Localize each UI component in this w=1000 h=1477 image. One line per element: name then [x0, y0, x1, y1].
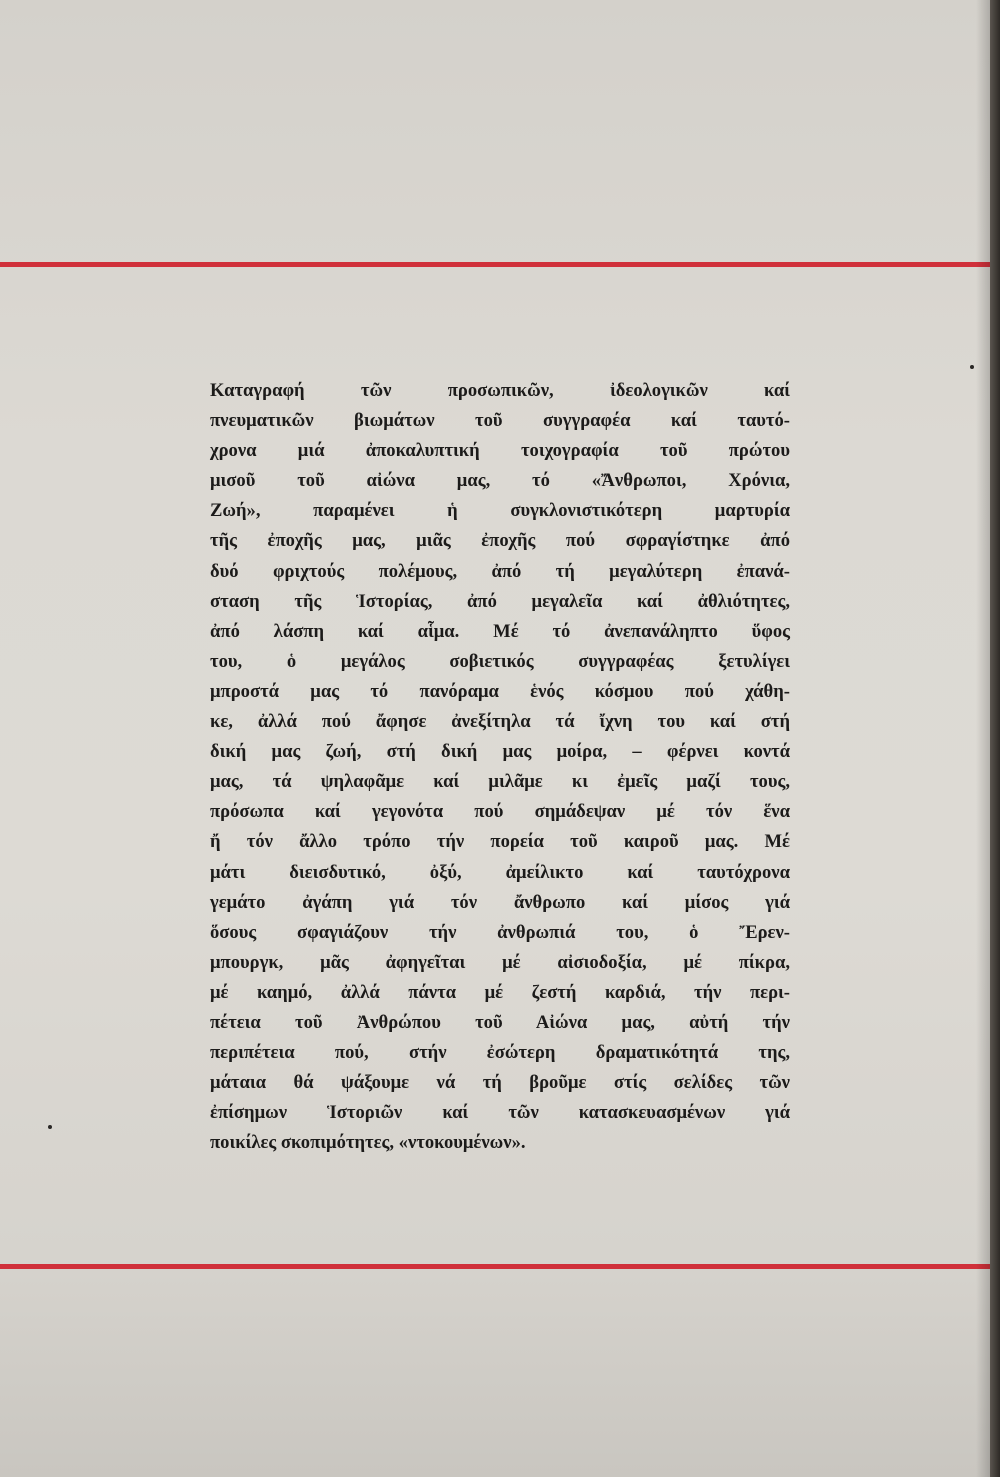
blurb-line: ἤ τόν ἄλλο τρόπο τήν πορεία τοῦ καιροῦ μας. Μέ — [210, 831, 790, 853]
cover-edge-shadow — [990, 0, 1000, 1477]
blurb-line: μπουργκ, μᾶς ἀφηγεῖται μέ αἰσιοδοξία, μέ πίκρα, — [210, 951, 790, 973]
blurb-line: του, ὁ μεγάλος σοβιετικός συγγραφέας ξετυλίγει — [210, 650, 790, 672]
blurb-line: μάταια θά ψάξουμε νά τή βροῦμε στίς σελίδες τῶν — [210, 1072, 790, 1094]
bottom-red-rule — [0, 1264, 990, 1269]
blurb-line: δική μας ζωή, στή δική μας μοίρα, – φέρνει κοντά — [210, 741, 790, 763]
paper-speck — [48, 1125, 52, 1129]
blurb-line: γεμάτο ἀγάπη γιά τόν ἄνθρωπο καί μίσος γιά — [210, 891, 790, 913]
blurb-line: ὅσους σφαγιάζουν τήν ἀνθρωπιά του, ὁ Ἔρεν- — [210, 921, 790, 943]
blurb-line: ποικίλες σκοπιμότητες, «ντοκουμένων». — [210, 1132, 526, 1154]
blurb-line: μπροστά μας τό πανόραμα ἑνός κόσμου πού χάθη- — [210, 680, 790, 702]
blurb-line: Ζωή», παραμένει ἡ συγκλονιστικότερη μαρτυρία — [210, 500, 790, 522]
blurb-line: κε, ἀλλά πού ἄφησε ἀνεξίτηλα τά ἴχνη του καί στή — [210, 711, 790, 733]
blurb-text — [210, 376, 790, 1158]
blurb-line: μισοῦ τοῦ αἰώνα μας, τό «Ἄνθρωποι, Χρόνια, — [210, 470, 790, 492]
blurb-line: ἐπίσημων Ἱστοριῶν καί τῶν κατασκευασμένων γιά — [210, 1102, 790, 1124]
blurb-line: περιπέτεια πού, στήν ἐσώτερη δραματικότητά της, — [210, 1042, 790, 1064]
blurb-line: πρόσωπα καί γεγονότα πού σημάδεψαν μέ τόν ἕνα — [210, 801, 790, 823]
top-red-rule — [0, 262, 990, 267]
blurb-line: πέτεια τοῦ Ἀνθρώπου τοῦ Αἰώνα μας, αὐτή τήν — [210, 1011, 790, 1033]
paper-speck — [970, 365, 974, 369]
blurb-line: σταση τῆς Ἱστορίας, ἀπό μεγαλεῖα καί ἀθλιότητες, — [210, 590, 790, 612]
blurb-line: μας, τά ψηλαφᾶμε καί μιλᾶμε κι ἐμεῖς μαζί τους, — [210, 771, 790, 793]
blurb-line: πνευματικῶν βιωμάτων τοῦ συγγραφέα καί ταυτό- — [210, 410, 790, 432]
blurb-line: ἀπό λάσπη καί αἷμα. Μέ τό ἀνεπανάληπτο ὕφος — [210, 620, 790, 642]
blurb-line: χρονα μιά ἀποκαλυπτική τοιχογραφία τοῦ πρώτου — [210, 440, 790, 462]
blurb-line: Καταγραφή τῶν προσωπικῶν, ἰδεολογικῶν καί — [210, 380, 790, 401]
blurb-line: τῆς ἐποχῆς μας, μιᾶς ἐποχῆς πού σφραγίστηκε ἀπό — [210, 530, 790, 552]
blurb-line: δυό φριχτούς πολέμους, ἀπό τή μεγαλύτερη ἐπανά- — [210, 560, 790, 582]
blurb-line: μέ καημό, ἀλλά πάντα μέ ζεστή καρδιά, τήν περι- — [210, 981, 790, 1003]
blurb-line: μάτι διεισδυτικό, ὀξύ, ἀμείλικτο καί ταυτόχρονα — [210, 861, 790, 883]
